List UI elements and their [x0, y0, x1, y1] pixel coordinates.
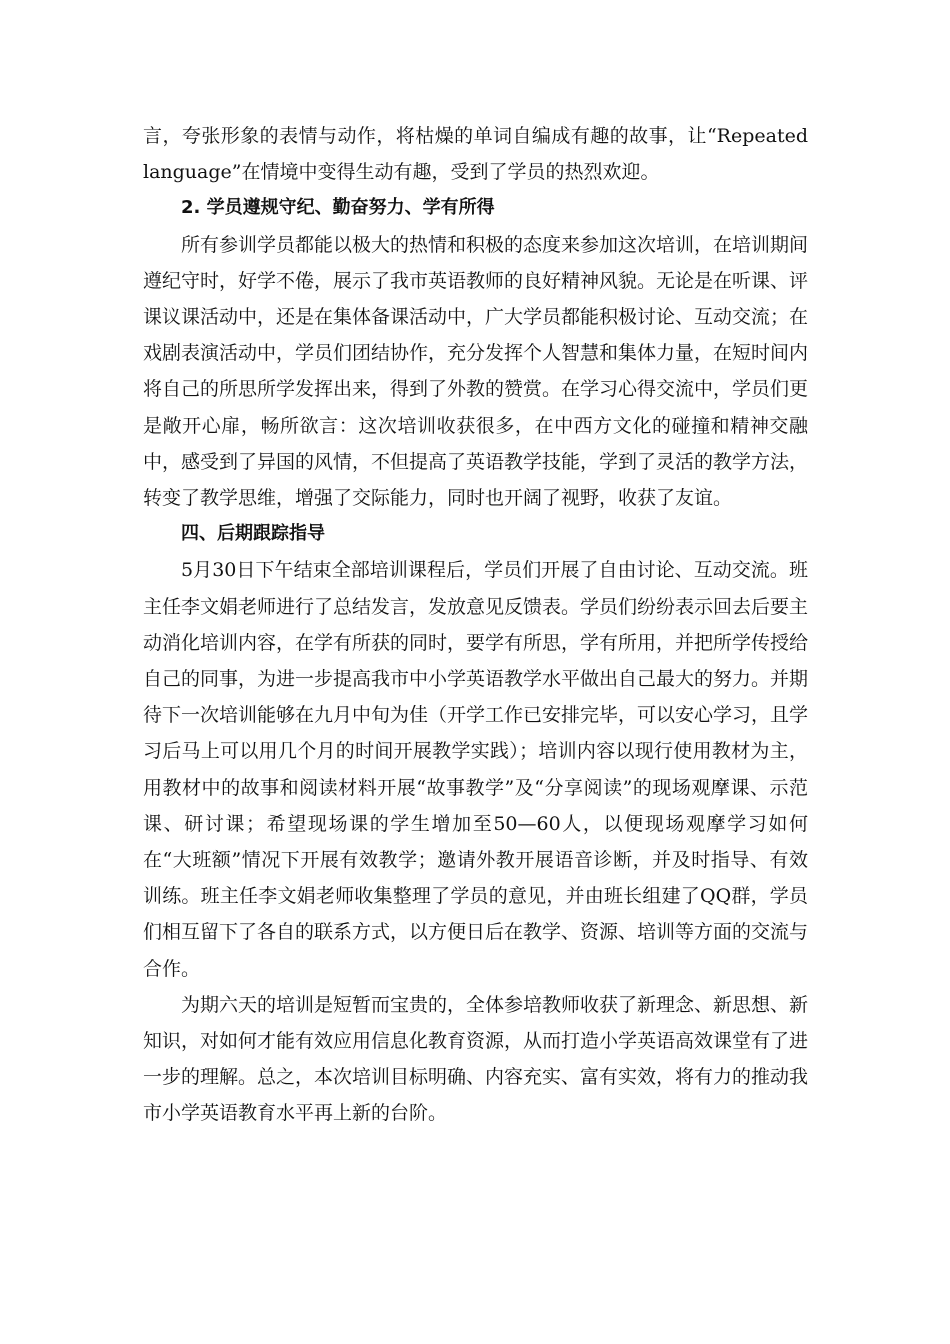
paragraph-conclusion: 为期六天的培训是短暂而宝贵的，全体参培教师收获了新理念、新思想、新知识，对如何才能有效应用信息化教育资源，从而打造小学英语高效课堂有了进一步的理解。总之，本次培训目标明确、内容充实、富有实效，将有力的推动我市小学英语教育水平再上新的台阶。 — [143, 993, 809, 1125]
paragraph-trainee-performance: 所有参训学员都能以极大的热情和积极的态度来参加这次培训，在培训期间遵纪守时，好学不倦，展示了我市英语教师的良好精神风貌。无论是在听课、评课议课活动中，还是在集体备课活动中，广大学员都能积极讨论、互动交流；在戏剧表演活动中，学员们团结协作，充分发挥个人智慧和集体力量，在短时间内将自己的所思所学发挥出来，得到了外教的赞赏。在学习心得交流中，学员们更是敞开心扉，畅所欲言：这次培训收获很多，在中西方文化的碰撞和精神交融中，感受到了异国的风情，不但提高了英语教学技能，学到了灵活的教学方法，转变了教学思维，增强了交际能力，同时也开阔了视野，收获了友谊。 — [143, 233, 809, 510]
section-heading-2: 2. 学员遵规守纪、勤奋努力、学有所得 — [181, 197, 495, 219]
document-page — [143, 118, 808, 1132]
section-heading-4: 四、后期跟踪指导 — [181, 523, 325, 545]
continued-paragraph: 言，夸张形象的表情与动作，将枯燥的单词自编成有趣的故事，让“Repeated language”在情境中变得生动有趣，受到了学员的热烈欢迎。 — [143, 125, 808, 184]
paragraph-follow-up: 5月30日下午结束全部培训课程后，学员们开展了自由讨论、互动交流。班主任李文娟老师进行了总结发言，发放意见反馈表。学员们纷纷表示回去后要主动消化培训内容，在学有所获的同时，要学有所思，学有所用，并把所学传授给自己的同事，为进一步提高我市中小学英语教学水平做出自己最大的努力。并期待下一次培训能够在九月中旬为佳（开学工作已安排完毕，可以安心学习，且学习后马上可以用几个月的时间开展教学实践）；培训内容以现行使用教材为主，用教材中的故事和阅读材料开展“故事教学”及“分享阅读”的现场观摩课、示范课、研讨课；希望现场课的学生增加至50—60人，以便现场观摩学习如何在“大班额”情况下开展有效教学；邀请外教开展语音诊断，并及时指导、有效训练。班主任李文娟老师收集整理了学员的意见，并由班长组建了QQ群，学员们相互留下了各自的联系方式，以方便日后在教学、资源、培训等方面的交流与合作。 — [143, 559, 809, 980]
